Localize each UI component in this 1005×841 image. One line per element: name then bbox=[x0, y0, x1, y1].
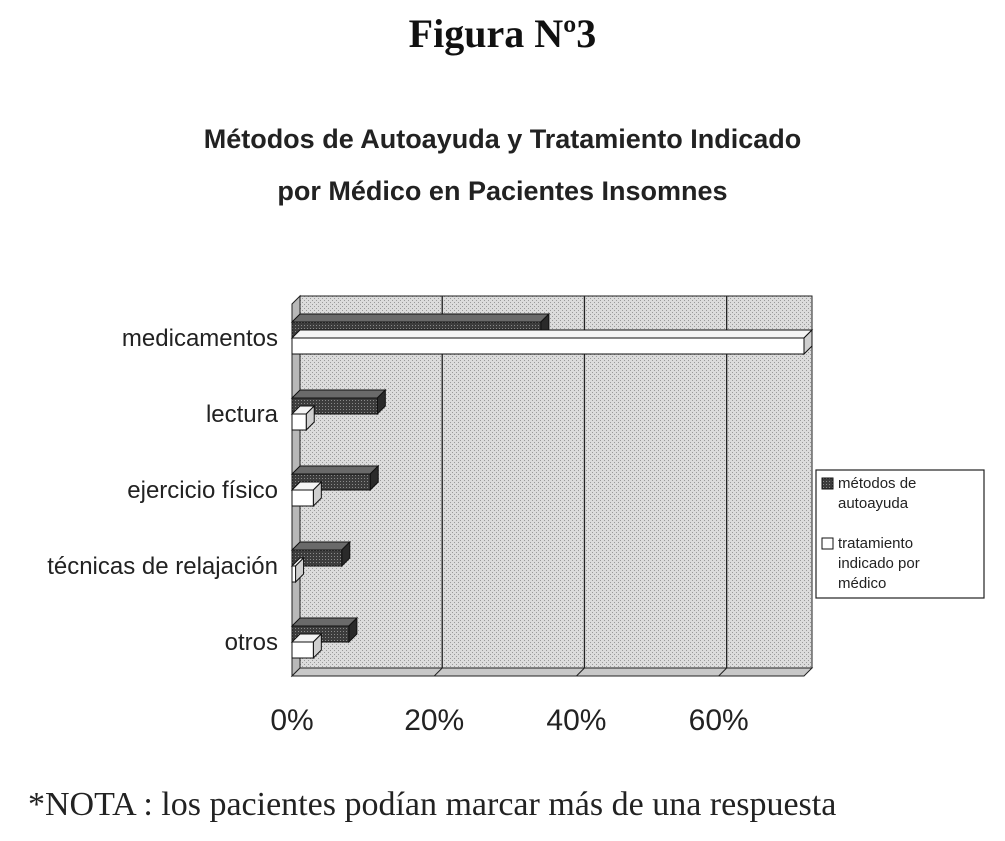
plot-floor bbox=[292, 668, 812, 676]
category-label: otros bbox=[224, 629, 278, 656]
bar-top-face bbox=[292, 466, 378, 474]
legend-label: tratamiento bbox=[838, 535, 914, 552]
x-tick-label: 0% bbox=[270, 704, 314, 737]
bar-top-face bbox=[292, 618, 357, 626]
category-label: ejercicio físico bbox=[127, 477, 278, 504]
bar-front-face bbox=[292, 414, 306, 430]
legend-swatch-autoayuda bbox=[822, 478, 833, 489]
x-tick-label: 20% bbox=[404, 704, 465, 737]
category-label: técnicas de relajación bbox=[47, 553, 278, 580]
bar-tratamiento bbox=[292, 634, 321, 658]
bar-top-face bbox=[292, 314, 549, 322]
bar-front-face bbox=[292, 566, 296, 582]
bar-top-face bbox=[292, 330, 812, 338]
legend-label: indicado por bbox=[838, 555, 920, 572]
footnote: *NOTA : los pacientes podían marcar más de una respuesta bbox=[28, 786, 837, 823]
category-label: lectura bbox=[205, 401, 278, 428]
bar-tratamiento bbox=[292, 330, 812, 354]
chart-title-line-1: Métodos de Autoayuda y Tratamiento Indicado bbox=[203, 124, 802, 154]
bar-front-face bbox=[292, 490, 313, 506]
bar-top-face bbox=[292, 390, 385, 398]
legend-label: métodos de bbox=[838, 475, 917, 492]
bar-top-face bbox=[292, 542, 350, 550]
x-tick-label: 40% bbox=[546, 704, 607, 737]
x-tick-label: 60% bbox=[688, 704, 749, 737]
legend-label: autoayuda bbox=[838, 495, 909, 512]
bar-tratamiento bbox=[292, 482, 321, 506]
legend-label: médico bbox=[838, 575, 887, 592]
bar-front-face bbox=[292, 642, 313, 658]
legend-swatch-tratamiento bbox=[822, 538, 833, 549]
bar-front-face bbox=[292, 338, 804, 354]
category-label: medicamentos bbox=[121, 325, 278, 352]
figure-title: Figura Nº3 bbox=[408, 11, 597, 56]
chart-title-line-2: por Médico en Pacientes Insomnes bbox=[277, 176, 728, 206]
